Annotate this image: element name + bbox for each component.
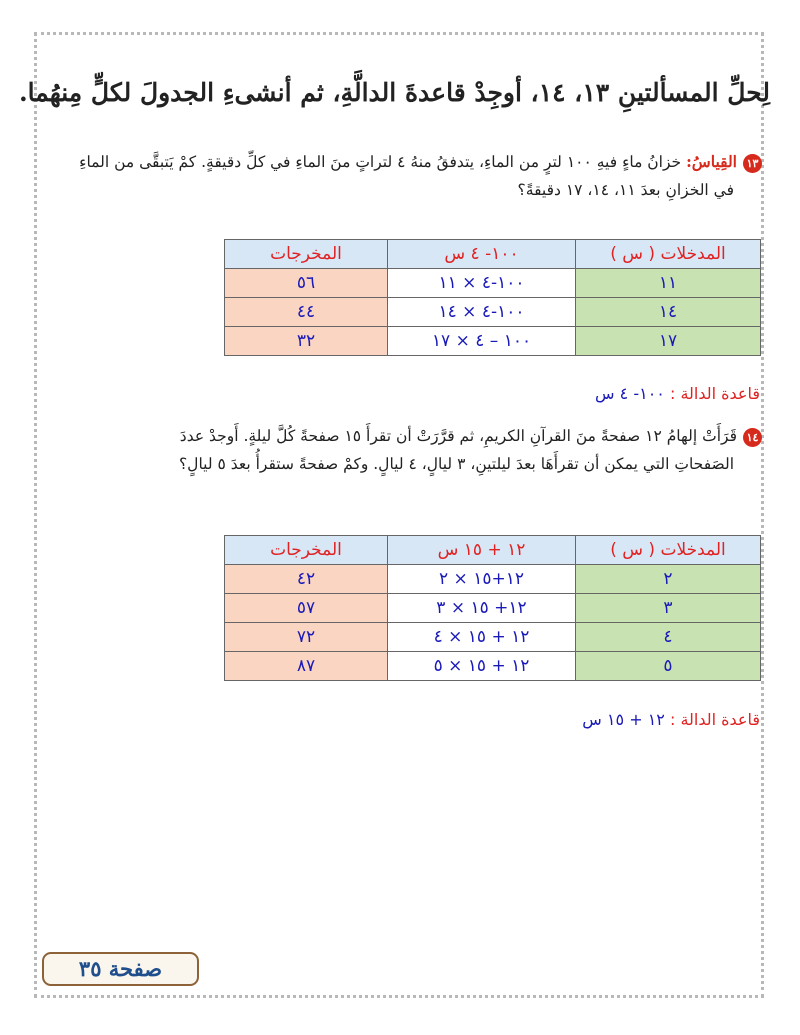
problem-13-keyword: القِياسُ: xyxy=(686,152,737,171)
rule-cell: ١٠٠-٤ × ١١ xyxy=(388,269,576,298)
function-rule-14 xyxy=(582,710,760,729)
table-row xyxy=(225,298,761,327)
output-cell: ٣٢ xyxy=(225,327,388,356)
table-row xyxy=(225,623,761,652)
input-cell: ١٧ xyxy=(576,327,761,356)
problem-14 xyxy=(40,422,762,478)
function-rule-13 xyxy=(595,384,760,403)
rule-value: ١٢ + ١٥ س xyxy=(582,710,665,729)
rule-header: ١٠٠- ٤ س xyxy=(388,240,576,269)
rule-cell: ١٢ + ١٥ × ٤ xyxy=(388,623,576,652)
output-cell: ٥٦ xyxy=(225,269,388,298)
page-number-badge: صفحة ٣٥ xyxy=(42,952,199,986)
input-header: المدخلات ( س ) xyxy=(576,536,761,565)
problem-13-line1: خزانُ ماءٍ فيهِ ١٠٠ لترٍ من الماءِ، يتدفقُ منهُ ٤ لتراتٍ منَ الماءِ في كلِّ دقيقةٍ. كمْ يَتبقَّى من الماءِ xyxy=(79,153,682,171)
input-header: المدخلات ( س ) xyxy=(576,240,761,269)
input-cell: ٣ xyxy=(576,594,761,623)
input-cell: ٤ xyxy=(576,623,761,652)
rule-cell: ١٠٠-٤ × ١٤ xyxy=(388,298,576,327)
problem-14-number-badge: ١٤ xyxy=(743,428,762,447)
problem-13-line2: في الخزانِ بعدَ ١١، ١٤، ١٧ دقيقةً؟ xyxy=(517,181,734,199)
output-cell: ٨٧ xyxy=(225,652,388,681)
rule-label: قاعدة الدالة : xyxy=(669,710,760,729)
function-table-13 xyxy=(224,239,761,356)
rule-cell: ١٢+ ١٥ × ٣ xyxy=(388,594,576,623)
table-header-row xyxy=(225,536,761,565)
problem-13-number-badge: ١٣ xyxy=(743,154,762,173)
input-cell: ١١ xyxy=(576,269,761,298)
function-table-14 xyxy=(224,535,761,681)
rule-cell: ١٠٠ – ٤ × ١٧ xyxy=(388,327,576,356)
input-cell: ٢ xyxy=(576,565,761,594)
problem-14-line1: قَرَأَتْ إلهامُ ١٢ صفحةً منَ القرآنِ الكريمِ، ثم قرَّرَتْ أن تقرأَ ١٥ صفحةً كُلَّ ليلةٍ. أَوجدْ عددَ xyxy=(179,427,737,445)
output-cell: ٥٧ xyxy=(225,594,388,623)
rule-cell: ١٢+١٥ × ٢ xyxy=(388,565,576,594)
table-header-row xyxy=(225,240,761,269)
table-row xyxy=(225,652,761,681)
rule-header: ١٢ + ١٥ س xyxy=(388,536,576,565)
rule-cell: ١٢ + ١٥ × ٥ xyxy=(388,652,576,681)
problem-14-line2: الصَفحاتِ التي يمكن أن تقرأَهَا بعدَ ليلتينِ، ٣ ليالٍ، ٤ ليالٍ. وكمْ صفحةً ستقرأُ بعدَ ٥ ليالٍ؟ xyxy=(178,455,734,473)
section-heading: لِحلِّ المسألتينِ ١٣، ١٤، أوجِدْ قاعدةَ الدالَّةِ، ثم أنشىءِ الجدولَ لكلٍّ مِنهُما. xyxy=(18,78,770,107)
input-cell: ١٤ xyxy=(576,298,761,327)
output-cell: ٤٤ xyxy=(225,298,388,327)
table-row xyxy=(225,594,761,623)
rule-value: ١٠٠- ٤ س xyxy=(595,384,665,403)
rule-label: قاعدة الدالة : xyxy=(669,384,760,403)
table-row xyxy=(225,327,761,356)
table-row xyxy=(225,565,761,594)
output-cell: ٤٢ xyxy=(225,565,388,594)
output-cell: ٧٢ xyxy=(225,623,388,652)
table-row xyxy=(225,269,761,298)
output-header: المخرجات xyxy=(225,536,388,565)
output-header: المخرجات xyxy=(225,240,388,269)
problem-13 xyxy=(40,148,762,204)
input-cell: ٥ xyxy=(576,652,761,681)
